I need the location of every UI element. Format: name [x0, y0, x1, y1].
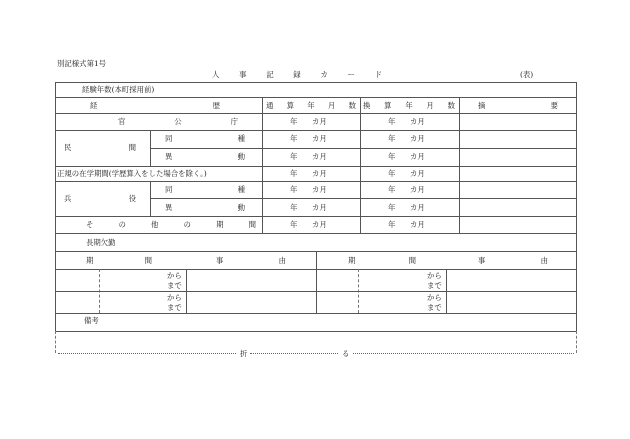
- frame-right: [576, 82, 577, 331]
- kara-1b: から: [167, 293, 182, 302]
- year-label: 年: [388, 220, 396, 229]
- year-label: 年: [388, 152, 396, 161]
- made-1b: まで: [167, 303, 182, 312]
- side-label: (表): [520, 70, 534, 79]
- header-tekiyou: 摘 要: [478, 101, 558, 110]
- remarks-label: 備考: [84, 316, 99, 325]
- year-label: 年: [388, 169, 396, 178]
- year-label: 年: [290, 203, 298, 212]
- fold-ori: 折: [240, 349, 248, 358]
- row-zaigaku: 正規の在学期間(学歴算入をした場合を除く。): [57, 169, 207, 178]
- month-label: カ月: [410, 152, 425, 161]
- row-doushu-2: 同 種: [165, 185, 245, 194]
- absence-mid: [316, 251, 317, 313]
- rule: [55, 181, 576, 182]
- kara-2a: から: [427, 271, 442, 280]
- rule: [150, 198, 576, 199]
- rule: [55, 233, 576, 234]
- fold-dots-mid: [250, 353, 338, 354]
- year-label: 年: [290, 185, 298, 194]
- rule: [55, 130, 576, 131]
- row-sonota: そ の 他 の 期 間: [86, 220, 256, 229]
- row-ishu: 異 動: [165, 152, 245, 161]
- year-label: 年: [290, 152, 298, 161]
- month-label: カ月: [410, 203, 425, 212]
- month-label: カ月: [410, 185, 425, 194]
- year-label: 年: [290, 169, 298, 178]
- month-label: カ月: [312, 203, 327, 212]
- rule: [55, 97, 576, 98]
- fold-left: [55, 331, 56, 353]
- fold-dots-left: [58, 353, 236, 354]
- year-label: 年: [290, 117, 298, 126]
- fold-right: [576, 331, 577, 353]
- month-label: カ月: [312, 134, 327, 143]
- made-1a: まで: [167, 281, 182, 290]
- month-label: カ月: [410, 220, 425, 229]
- rule: [55, 313, 576, 314]
- year-label: 年: [388, 134, 396, 143]
- frame-left: [55, 82, 56, 331]
- rule: [150, 148, 576, 149]
- month-label: カ月: [410, 134, 425, 143]
- header-keireki: 経 歴: [90, 101, 220, 110]
- month-label: カ月: [410, 169, 425, 178]
- year-label: 年: [388, 203, 396, 212]
- rule: [55, 113, 576, 114]
- kara-1a: から: [167, 271, 182, 280]
- month-label: カ月: [312, 152, 327, 161]
- month-label: カ月: [312, 117, 327, 126]
- year-label: 年: [290, 220, 298, 229]
- year-label: 年: [388, 117, 396, 126]
- absence-header-jiyuu-1: 事 由: [216, 256, 286, 265]
- year-label: 年: [290, 134, 298, 143]
- row-doushu: 同 種: [165, 134, 245, 143]
- header-tsuusan: 通 算 年 月 数: [266, 101, 356, 110]
- absence-header-kikan-2: 期 間: [348, 256, 416, 265]
- made-2b: まで: [427, 303, 442, 312]
- rule: [55, 291, 576, 292]
- header-kansan: 換 算 年 月 数: [363, 101, 455, 110]
- card-title: 人 事 記 録 カ ー ド: [212, 70, 382, 79]
- row-ishu-2: 異 動: [165, 203, 245, 212]
- month-label: カ月: [312, 220, 327, 229]
- fold-ru: る: [342, 349, 350, 358]
- col-line-1: [262, 97, 263, 233]
- fold-dots-right: [353, 353, 574, 354]
- col-line-3: [459, 97, 460, 233]
- rule: [55, 216, 576, 217]
- col-line-2: [360, 97, 361, 233]
- kara-2b: から: [427, 293, 442, 302]
- month-label: カ月: [312, 169, 327, 178]
- made-2a: まで: [427, 281, 442, 290]
- frame-top: [55, 82, 576, 83]
- year-label: 年: [388, 185, 396, 194]
- absence-header-jiyuu-2: 事 由: [478, 256, 548, 265]
- form-number: 別記様式第1号: [57, 59, 107, 68]
- row-minkan: 民 間: [64, 143, 136, 152]
- absence-section-title: 長期欠勤: [86, 238, 116, 247]
- experience-section-title: 経験年数(本町採用前): [82, 85, 155, 94]
- row-kankouchou: 官 公 庁: [118, 117, 238, 126]
- frame-bottom: [55, 331, 576, 332]
- row-heieki: 兵 役: [64, 194, 136, 203]
- month-label: カ月: [312, 185, 327, 194]
- absence-header-kikan-1: 期 間: [86, 256, 152, 265]
- month-label: カ月: [410, 117, 425, 126]
- rule: [55, 166, 576, 167]
